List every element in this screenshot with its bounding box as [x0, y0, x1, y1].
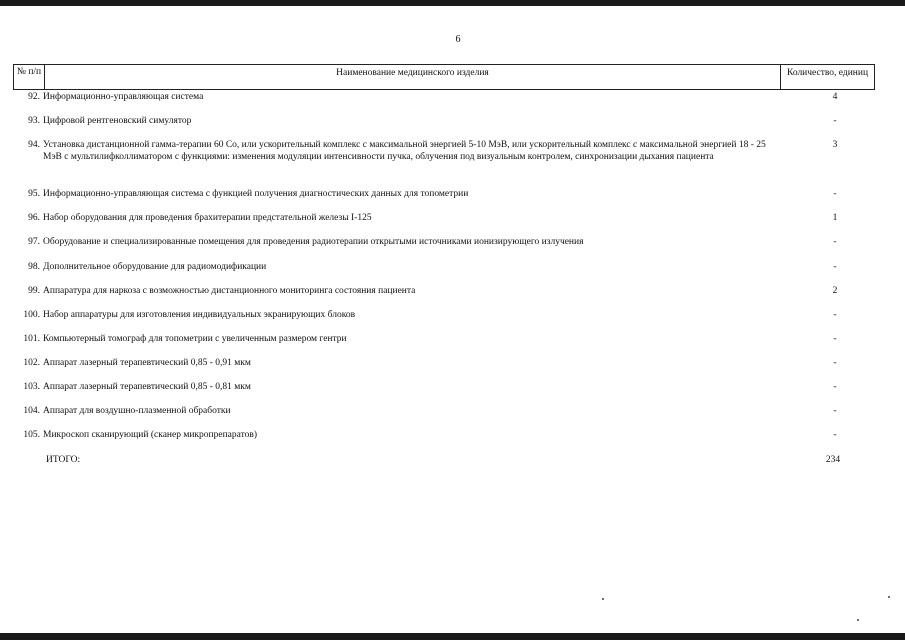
row-number: 99.	[28, 286, 40, 296]
row-number: 103.	[23, 382, 40, 392]
column-header-number: № п/п	[14, 65, 45, 89]
row-quantity: 2	[832, 286, 838, 296]
scan-border-bottom	[0, 633, 905, 640]
scan-speck	[602, 598, 604, 600]
row-name: Аппарат для воздушно-плазменной обработки	[43, 406, 231, 416]
row-name: Аппаратура для наркоза с возможностью дистанционного мониторинга состояния пациента	[43, 286, 416, 296]
row-name: Компьютерный томограф для топометрии с увеличенным размером гентри	[43, 334, 347, 344]
row-number: 104.	[23, 406, 40, 416]
row-number: 101.	[23, 334, 40, 344]
row-quantity: -	[833, 430, 837, 440]
scan-border-top	[0, 0, 905, 6]
row-quantity: -	[833, 358, 837, 368]
row-name: Микроскоп сканирующий (сканер микропрепаратов)	[43, 430, 258, 440]
row-number: 97.	[28, 237, 40, 247]
row-quantity: -	[833, 406, 837, 416]
row-name: Оборудование и специализированные помещения для проведения радиотерапии открытыми источниками ионизирующего излучения	[43, 237, 584, 247]
row-quantity: 1	[832, 213, 838, 223]
row-quantity: -	[833, 189, 837, 199]
table-header	[13, 64, 875, 90]
row-name: Информационно-управляющая система	[43, 92, 204, 102]
row-number: 105.	[23, 430, 40, 440]
row-number: 95.	[28, 189, 40, 199]
scan-speck	[888, 596, 890, 598]
page-number: 6	[455, 34, 461, 45]
row-name: Информационно-управляющая система с функцией получения диагностических данных для топометрии	[43, 189, 469, 199]
row-quantity: -	[833, 382, 837, 392]
row-number: 92.	[28, 92, 40, 102]
row-quantity: -	[833, 262, 837, 272]
row-number: 94.	[28, 140, 40, 150]
row-quantity: -	[833, 237, 837, 247]
row-number: 93.	[28, 116, 40, 126]
row-name: Набор аппаратуры для изготовления индивидуальных экранирующих блоков	[43, 310, 356, 320]
total-value: 234	[825, 455, 841, 465]
column-header-quantity: Количество, единиц	[786, 68, 869, 78]
row-name: Аппарат лазерный терапевтический 0,85 - 0,91 мкм	[43, 358, 251, 368]
total-label: ИТОГО:	[46, 455, 81, 465]
row-name: Установка дистанционной гамма-терапии 60 Co, или ускорительный комплекс с максимальной энергией 5-10 МэВ, или ускорительный комплекс с максимальной энергией 18 - 25 МэВ с мультилифколлиматором с функциями: изменения модуляции интенсивности пучка, облучения под визуальным контролем, синхронизации дыхания пациента	[43, 140, 766, 162]
row-name: Аппарат лазерный терапевтический 0,85 - 0,81 мкм	[43, 382, 251, 392]
row-number: 100.	[23, 310, 40, 320]
row-name: Набор оборудования для проведения брахитерапии предстательной железы I-125	[43, 213, 372, 223]
column-header-name: Наименование медицинского изделия	[45, 65, 781, 89]
row-name: Дополнительное оборудование для радиомодификации	[43, 262, 267, 272]
row-quantity: 3	[832, 140, 838, 150]
row-quantity: 4	[832, 92, 838, 102]
row-quantity: -	[833, 116, 837, 126]
row-number: 98.	[28, 262, 40, 272]
row-quantity: -	[833, 310, 837, 320]
row-number: 96.	[28, 213, 40, 223]
row-quantity: -	[833, 334, 837, 344]
row-number: 102.	[23, 358, 40, 368]
scan-speck	[857, 619, 859, 621]
row-name: Цифровой рентгеновский симулятор	[43, 116, 192, 126]
